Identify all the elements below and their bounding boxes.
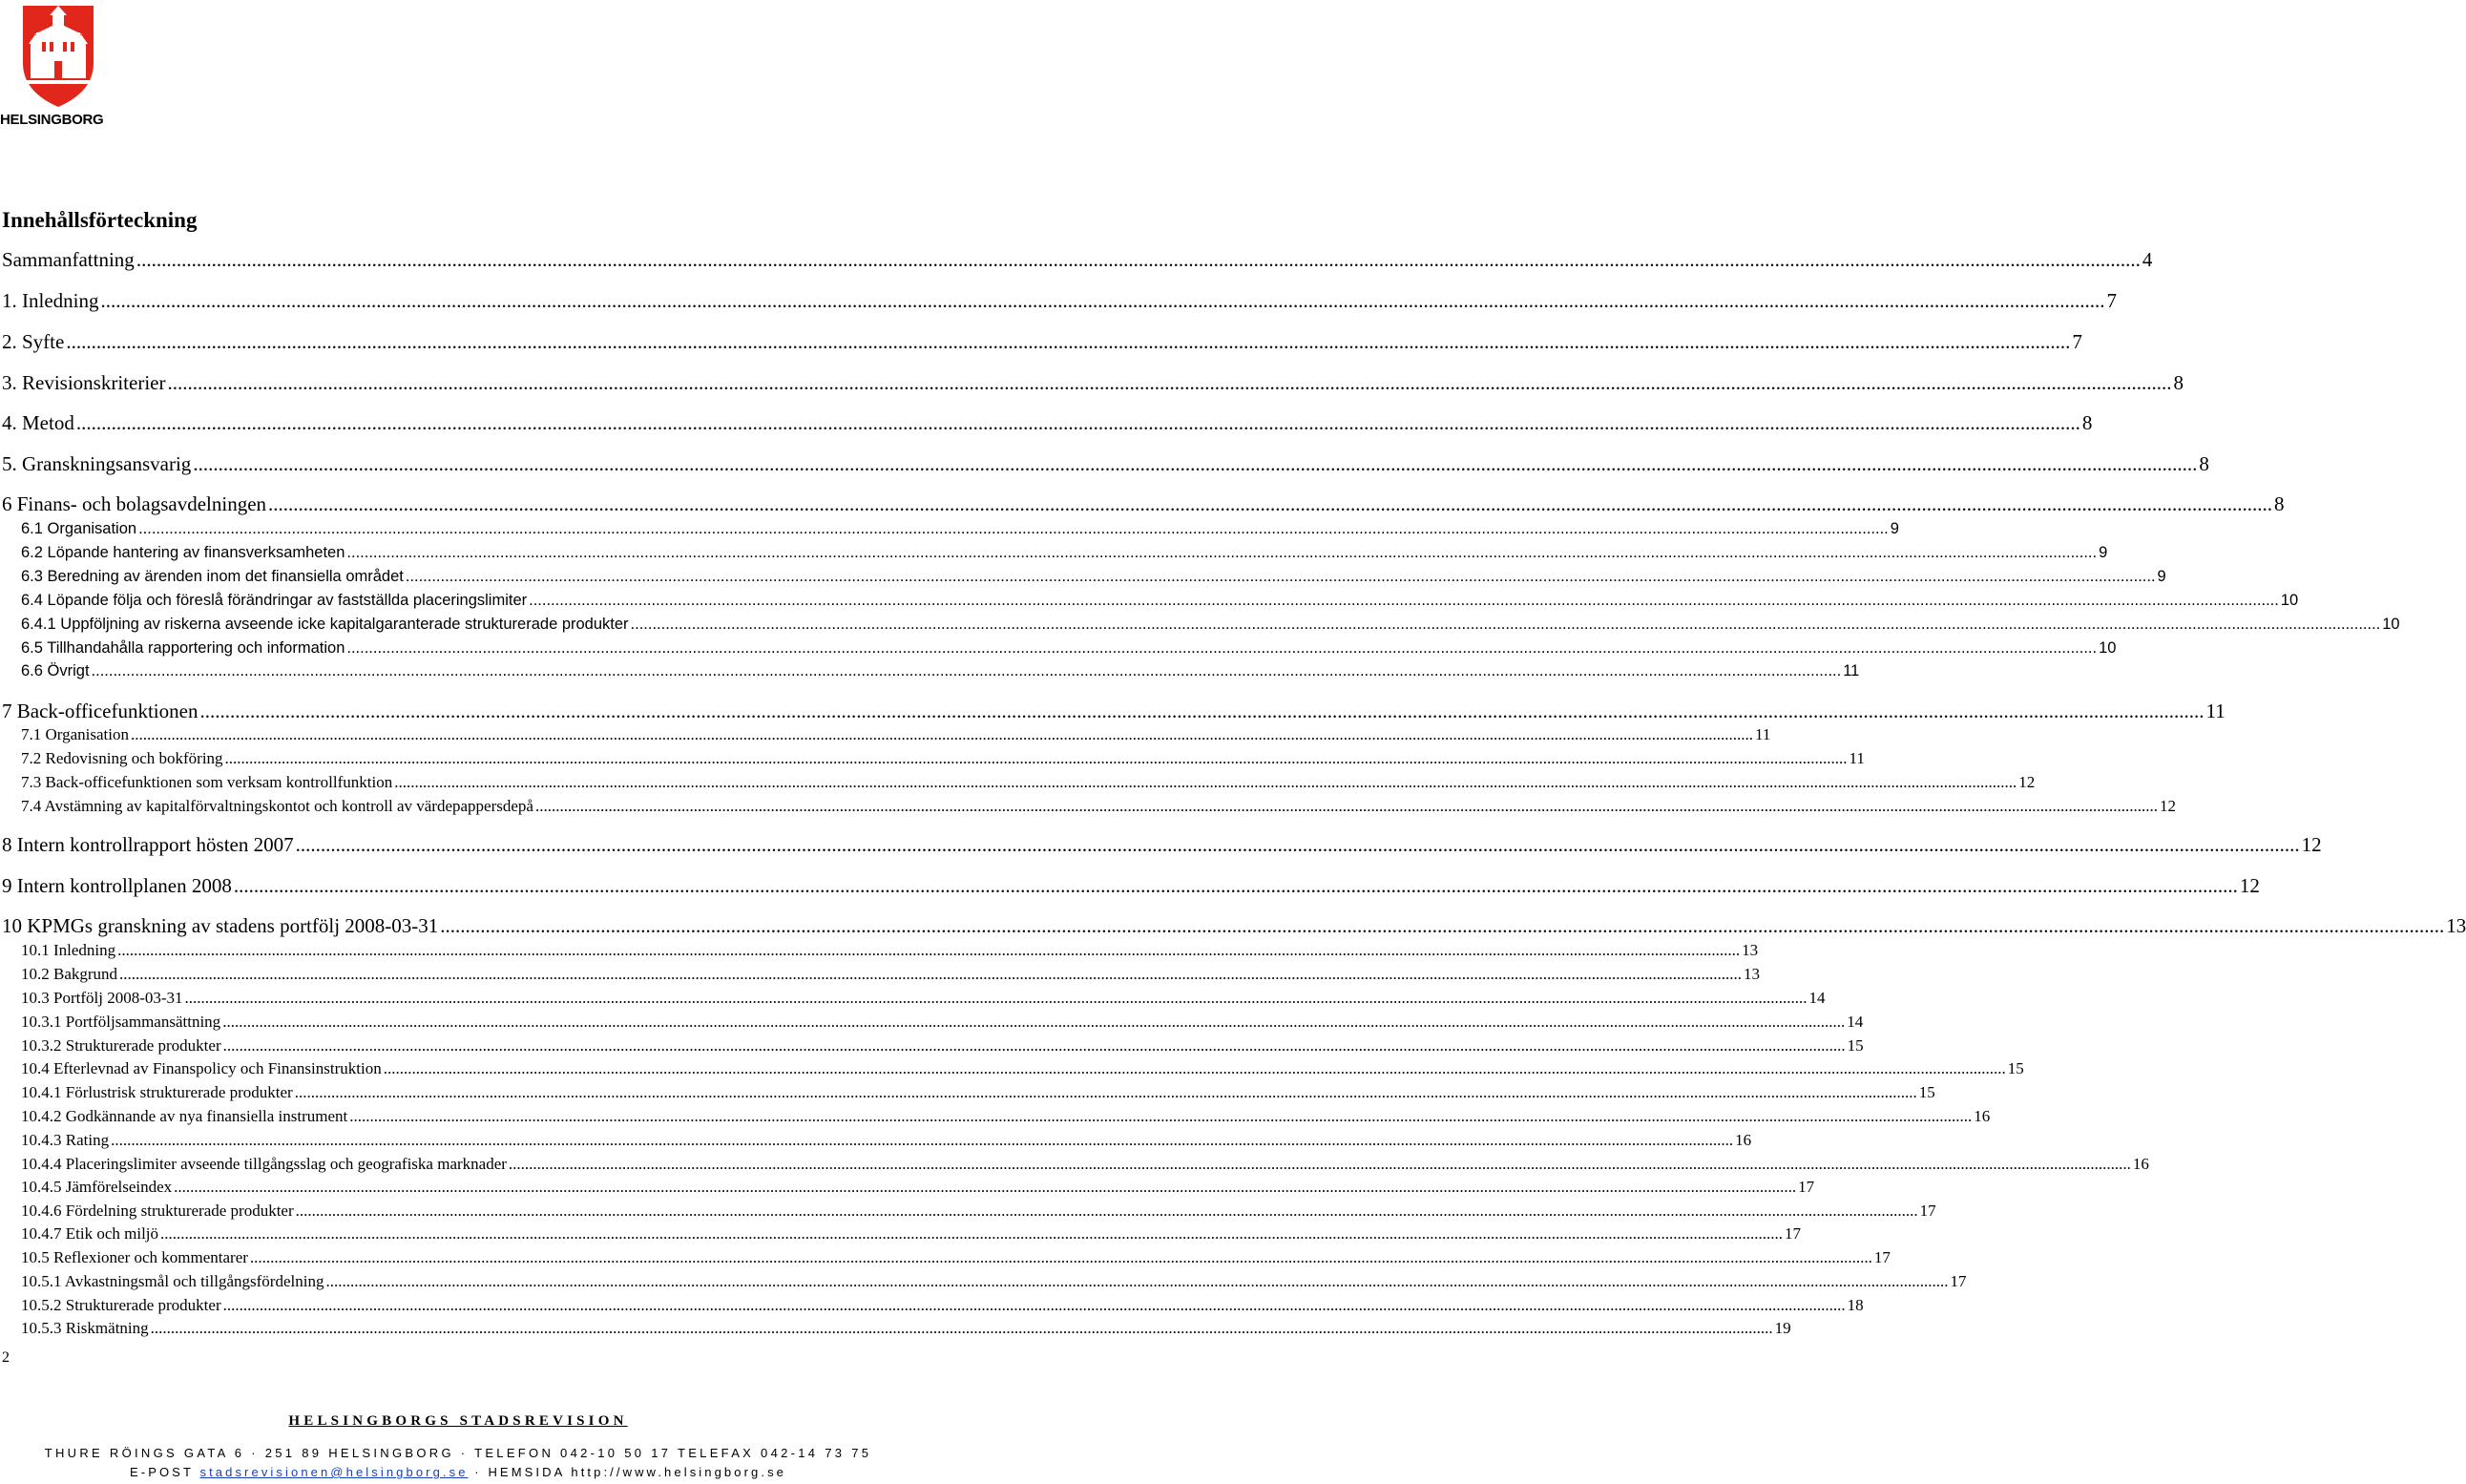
toc-leader-dots: ................................................................................................................................................................................................................................................................................................................................................................................................................ bbox=[295, 833, 2300, 856]
toc-entry-label: 10.4 Efterlevnad av Finanspolicy och Finansinstruktion bbox=[21, 1059, 382, 1077]
toc-entry-page: 17 bbox=[1950, 1272, 1967, 1290]
toc-entry-label: 2. Syfte bbox=[2, 330, 65, 353]
toc-leader-dots: ................................................................................................................................................................................................................................................................................................................................................................................................................ bbox=[222, 1036, 1846, 1055]
toc-entry-page: 13 bbox=[1744, 965, 1761, 983]
toc-entry-page: 12 bbox=[2301, 833, 2322, 856]
toc-entry-label: 7.2 Redovisning och bokföring bbox=[21, 749, 223, 767]
toc-entry[interactable] bbox=[21, 520, 1899, 538]
toc-entry-page: 17 bbox=[1873, 1248, 1891, 1266]
toc-entry-page: 14 bbox=[1808, 989, 1826, 1007]
toc-leader-dots: ................................................................................................................................................................................................................................................................................................................................................................................................................ bbox=[534, 797, 2158, 815]
toc-entry-page: 17 bbox=[1785, 1224, 1802, 1243]
toc-entry-page: 15 bbox=[2007, 1059, 2024, 1077]
toc-entry[interactable] bbox=[21, 725, 1771, 744]
toc-leader-dots: ................................................................................................................................................................................................................................................................................................................................................................................................................ bbox=[630, 616, 2381, 633]
toc-entry[interactable] bbox=[21, 1155, 2149, 1174]
toc-entry-page: 17 bbox=[1798, 1178, 1815, 1196]
toc-entry-label: 6.5 Tillhandahålla rapportering och information bbox=[21, 639, 345, 657]
toc-entry[interactable] bbox=[21, 1036, 1864, 1056]
toc-entry-label: 1. Inledning bbox=[2, 289, 99, 312]
toc-entry-page: 8 bbox=[2274, 492, 2285, 515]
toc-entry[interactable] bbox=[21, 1083, 1935, 1102]
toc-entry-label: 3. Revisionskriterier bbox=[2, 371, 166, 394]
footer-contact bbox=[0, 1465, 916, 1479]
toc-entry-page: 16 bbox=[1735, 1131, 1752, 1149]
toc-entry-page: 16 bbox=[1974, 1107, 1991, 1125]
toc-entry-label: 10.4.5 Jämförelseindex bbox=[21, 1178, 173, 1196]
toc-leader-dots: ................................................................................................................................................................................................................................................................................................................................................................................................................ bbox=[193, 452, 2198, 475]
toc-entry[interactable] bbox=[21, 749, 1865, 768]
toc-entry-label: 8 Intern kontrollrapport hösten 2007 bbox=[2, 833, 294, 856]
footer-web-label: · HEMSIDA http://www.helsingborg.se bbox=[474, 1465, 786, 1479]
toc-entry[interactable] bbox=[21, 1248, 1891, 1267]
toc-entry-page: 14 bbox=[1847, 1013, 1864, 1031]
toc-entry[interactable] bbox=[21, 544, 2108, 562]
toc-entry-label: 6.4 Löpande följa och föreslå förändringar av fastställda placeringslimiter bbox=[21, 592, 528, 609]
toc-entry[interactable] bbox=[21, 1296, 1864, 1315]
toc-entry-label: 6.6 Övrigt bbox=[21, 662, 90, 679]
toc-entry[interactable] bbox=[2, 874, 2260, 898]
toc-entry-page: 10 bbox=[2280, 592, 2299, 609]
toc-entry[interactable] bbox=[21, 965, 1761, 984]
toc-leader-dots: ................................................................................................................................................................................................................................................................................................................................................................................................................ bbox=[508, 1155, 2131, 1173]
toc-leader-dots: ................................................................................................................................................................................................................................................................................................................................................................................................................ bbox=[66, 330, 2071, 353]
footer-address: THURE RÖINGS GATA 6 · 251 89 HELSINGBORG · TELEFON 042-10 50 17 TELEFAX 042-14 73 75 bbox=[44, 1446, 872, 1460]
toc-entry-page: 18 bbox=[1847, 1296, 1864, 1314]
toc-entry-page: 9 bbox=[2099, 544, 2108, 561]
toc-entry[interactable] bbox=[21, 1319, 1791, 1338]
toc-entry-label: 10.5 Reflexioner och kommentarer bbox=[21, 1248, 248, 1266]
toc-entry[interactable] bbox=[21, 592, 2299, 610]
toc-leader-dots: ................................................................................................................................................................................................................................................................................................................................................................................................................ bbox=[111, 1131, 1734, 1149]
toc-entry[interactable] bbox=[2, 371, 2184, 395]
toc-entry-page: 4 bbox=[2142, 248, 2153, 271]
footer-email-link[interactable]: stadsrevisionen@helsingborg.se bbox=[199, 1465, 469, 1479]
toc-leader-dots: ................................................................................................................................................................................................................................................................................................................................................................................................................ bbox=[138, 520, 1889, 537]
helsingborg-logo bbox=[0, 0, 118, 134]
toc-leader-dots: ................................................................................................................................................................................................................................................................................................................................................................................................................ bbox=[167, 371, 2172, 394]
toc-entry-label: 10.4.6 Fördelning strukturerade produkter bbox=[21, 1202, 294, 1220]
toc-entry-label: 9 Intern kontrollplanen 2008 bbox=[2, 874, 232, 897]
footer-email-label: E-POST bbox=[130, 1465, 194, 1479]
toc-leader-dots: ................................................................................................................................................................................................................................................................................................................................................................................................................ bbox=[100, 289, 2105, 312]
toc-entry[interactable] bbox=[21, 989, 1826, 1008]
toc-leader-dots: ................................................................................................................................................................................................................................................................................................................................................................................................................ bbox=[75, 411, 2080, 434]
toc-leader-dots: ................................................................................................................................................................................................................................................................................................................................................................................................................ bbox=[405, 568, 2156, 585]
toc-leader-dots: ................................................................................................................................................................................................................................................................................................................................................................................................................ bbox=[394, 773, 2017, 791]
toc-entry-label: 10.3.1 Portföljsammansättning bbox=[21, 1013, 221, 1031]
toc-entry[interactable] bbox=[2, 914, 2466, 938]
toc-leader-dots: ................................................................................................................................................................................................................................................................................................................................................................................................................ bbox=[199, 700, 2205, 722]
toc-entry-page: 15 bbox=[1918, 1083, 1935, 1101]
toc-entry-label: 6.1 Organisation bbox=[21, 520, 137, 537]
toc-entry-page: 8 bbox=[2173, 371, 2184, 394]
toc-entry-page: 15 bbox=[1847, 1036, 1864, 1055]
toc-entry-label: 10.4.1 Förlustrisk strukturerade produkter bbox=[21, 1083, 293, 1101]
toc-leader-dots: ................................................................................................................................................................................................................................................................................................................................................................................................................ bbox=[150, 1319, 1773, 1337]
toc-entry[interactable] bbox=[21, 1131, 1752, 1150]
toc-leader-dots: ................................................................................................................................................................................................................................................................................................................................................................................................................ bbox=[174, 1178, 1797, 1196]
toc-entry[interactable] bbox=[21, 1202, 1936, 1221]
toc-entry-label: 10.5.3 Riskmätning bbox=[21, 1319, 149, 1337]
toc-heading: Innehållsförteckning bbox=[2, 208, 198, 232]
toc-entry[interactable] bbox=[2, 411, 2093, 435]
toc-leader-dots: ................................................................................................................................................................................................................................................................................................................................................................................................................ bbox=[346, 639, 2098, 657]
toc-entry-page: 7 bbox=[2072, 330, 2082, 353]
toc-entry-page: 19 bbox=[1774, 1319, 1791, 1337]
toc-entry[interactable] bbox=[21, 639, 2117, 658]
toc-entry[interactable] bbox=[2, 700, 2226, 723]
toc-entry-page: 7 bbox=[2106, 289, 2117, 312]
toc-entry[interactable] bbox=[2, 248, 2153, 272]
toc-entry-page: 11 bbox=[1843, 662, 1860, 679]
footer-title-text: HELSINGBORGS STADSREVISION bbox=[288, 1413, 628, 1429]
toc-leader-dots: ................................................................................................................................................................................................................................................................................................................................................................................................................ bbox=[249, 1248, 1872, 1266]
toc-entry[interactable] bbox=[21, 662, 1860, 680]
toc-leader-dots: ................................................................................................................................................................................................................................................................................................................................................................................................................ bbox=[131, 725, 1754, 743]
toc-entry-page: 12 bbox=[2159, 797, 2176, 815]
toc-entry-page: 12 bbox=[2239, 874, 2260, 897]
toc-entry-page: 11 bbox=[2205, 700, 2226, 722]
toc-entry-label: 10.1 Inledning bbox=[21, 941, 116, 959]
toc-entry-page: 17 bbox=[1919, 1202, 1936, 1220]
toc-leader-dots: ................................................................................................................................................................................................................................................................................................................................................................................................................ bbox=[136, 248, 2141, 271]
toc-leader-dots: ................................................................................................................................................................................................................................................................................................................................................................................................................ bbox=[383, 1059, 2006, 1077]
toc-leader-dots: ................................................................................................................................................................................................................................................................................................................................................................................................................ bbox=[346, 544, 2098, 561]
toc-entry[interactable] bbox=[2, 330, 2082, 354]
toc-leader-dots: ................................................................................................................................................................................................................................................................................................................................................................................................................ bbox=[294, 1083, 1917, 1101]
toc-entry-label: 6.4.1 Uppföljning av riskerna avseende icke kapitalgaranterade strukturerade produkter bbox=[21, 616, 629, 633]
toc-entry-label: 6 Finans- och bolagsavdelningen bbox=[2, 492, 267, 515]
toc-leader-dots: ................................................................................................................................................................................................................................................................................................................................................................................................................ bbox=[325, 1272, 1949, 1290]
toc-leader-dots: ................................................................................................................................................................................................................................................................................................................................................................................................................ bbox=[440, 914, 2445, 937]
toc-entry-label: Sammanfattning bbox=[2, 248, 135, 271]
page-number: 2 bbox=[2, 1349, 10, 1366]
toc-entry[interactable] bbox=[21, 1272, 1967, 1291]
footer-title bbox=[0, 1413, 916, 1430]
toc-entry[interactable] bbox=[2, 452, 2209, 476]
toc-entry[interactable] bbox=[21, 773, 2036, 792]
toc-entry-page: 11 bbox=[1755, 725, 1771, 743]
toc-entry[interactable] bbox=[2, 833, 2322, 857]
toc-entry[interactable] bbox=[21, 1107, 1991, 1126]
toc-leader-dots: ................................................................................................................................................................................................................................................................................................................................................................................................................ bbox=[117, 941, 1741, 959]
toc-entry-page: 9 bbox=[1890, 520, 1899, 537]
toc-entry[interactable] bbox=[21, 1059, 2024, 1078]
toc-leader-dots: ................................................................................................................................................................................................................................................................................................................................................................................................................ bbox=[268, 492, 2273, 515]
logo-wordmark: HELSINGBORG bbox=[0, 112, 104, 128]
toc-leader-dots: ................................................................................................................................................................................................................................................................................................................................................................................................................ bbox=[295, 1202, 1918, 1220]
toc-leader-dots: ................................................................................................................................................................................................................................................................................................................................................................................................................ bbox=[91, 662, 1842, 679]
toc-entry-page: 16 bbox=[2132, 1155, 2149, 1173]
toc-entry-label: 10.4.7 Etik och miljö bbox=[21, 1224, 159, 1243]
toc-entry-label: 10.5.1 Avkastningsmål och tillgångsfördelning bbox=[21, 1272, 324, 1290]
toc-entry-page: 9 bbox=[2157, 568, 2166, 585]
toc-leader-dots: ................................................................................................................................................................................................................................................................................................................................................................................................................ bbox=[222, 1013, 1846, 1031]
toc-entry-label: 5. Granskningsansvarig bbox=[2, 452, 192, 475]
toc-leader-dots: ................................................................................................................................................................................................................................................................................................................................................................................................................ bbox=[184, 989, 1808, 1007]
toc-entry[interactable] bbox=[2, 289, 2117, 313]
toc-leader-dots: ................................................................................................................................................................................................................................................................................................................................................................................................................ bbox=[224, 749, 1848, 767]
toc-entry-label: 10.3 Portfölj 2008-03-31 bbox=[21, 989, 183, 1007]
toc-leader-dots: ................................................................................................................................................................................................................................................................................................................................................................................................................ bbox=[222, 1296, 1846, 1314]
toc-entry-label: 10.4.3 Rating bbox=[21, 1131, 110, 1149]
toc-entry-label: 10 KPMGs granskning av stadens portfölj 2008-03-31 bbox=[2, 914, 439, 937]
toc-entry[interactable] bbox=[21, 1178, 1815, 1197]
toc-entry-page: 11 bbox=[1849, 749, 1865, 767]
toc-entry[interactable] bbox=[21, 1013, 1864, 1032]
toc-entry-page: 13 bbox=[2446, 914, 2466, 937]
city-crest-icon bbox=[21, 4, 95, 109]
toc-entry[interactable] bbox=[21, 568, 2166, 586]
toc-entry[interactable] bbox=[21, 941, 1759, 960]
toc-entry-label: 6.3 Beredning av ärenden inom det finansiella området bbox=[21, 568, 404, 585]
toc-leader-dots: ................................................................................................................................................................................................................................................................................................................................................................................................................ bbox=[119, 965, 1743, 983]
toc-entry-label: 7.3 Back-officefunktionen som verksam kontrollfunktion bbox=[21, 773, 393, 791]
toc-leader-dots: ................................................................................................................................................................................................................................................................................................................................................................................................................ bbox=[160, 1224, 1784, 1243]
toc-entry-page: 13 bbox=[1742, 941, 1759, 959]
toc-entry-page: 12 bbox=[2018, 773, 2036, 791]
toc-entry-label: 7.4 Avstämning av kapitalförvaltningskontot och kontroll av värdepappersdepå bbox=[21, 797, 533, 815]
toc-entry[interactable] bbox=[21, 616, 2400, 634]
toc-entry-label: 7.1 Organisation bbox=[21, 725, 130, 743]
toc-entry-page: 10 bbox=[2099, 639, 2117, 657]
toc-entry-label: 7 Back-officefunktionen bbox=[2, 700, 199, 722]
toc-entry-label: 10.3.2 Strukturerade produkter bbox=[21, 1036, 221, 1055]
toc-entry[interactable] bbox=[21, 1224, 1802, 1244]
toc-entry-label: 10.4.4 Placeringslimiter avseende tillgångsslag och geografiska marknader bbox=[21, 1155, 507, 1173]
toc-entry-page: 8 bbox=[2081, 411, 2093, 434]
toc-entry-label: 4. Metod bbox=[2, 411, 74, 434]
toc-leader-dots: ................................................................................................................................................................................................................................................................................................................................................................................................................ bbox=[233, 874, 2238, 897]
toc-entry-page: 10 bbox=[2382, 616, 2400, 633]
toc-leader-dots: ................................................................................................................................................................................................................................................................................................................................................................................................................ bbox=[529, 592, 2279, 609]
toc-entry-page: 8 bbox=[2199, 452, 2209, 475]
toc-entry-label: 6.2 Löpande hantering av finansverksamheten bbox=[21, 544, 345, 561]
toc-entry[interactable] bbox=[2, 492, 2285, 516]
toc-leader-dots: ................................................................................................................................................................................................................................................................................................................................................................................................................ bbox=[349, 1107, 1973, 1125]
toc-entry-label: 10.4.2 Godkännande av nya finansiella instrument bbox=[21, 1107, 348, 1125]
toc-entry[interactable] bbox=[21, 797, 2176, 816]
toc-entry-label: 10.5.2 Strukturerade produkter bbox=[21, 1296, 221, 1314]
toc-entry-label: 10.2 Bakgrund bbox=[21, 965, 118, 983]
